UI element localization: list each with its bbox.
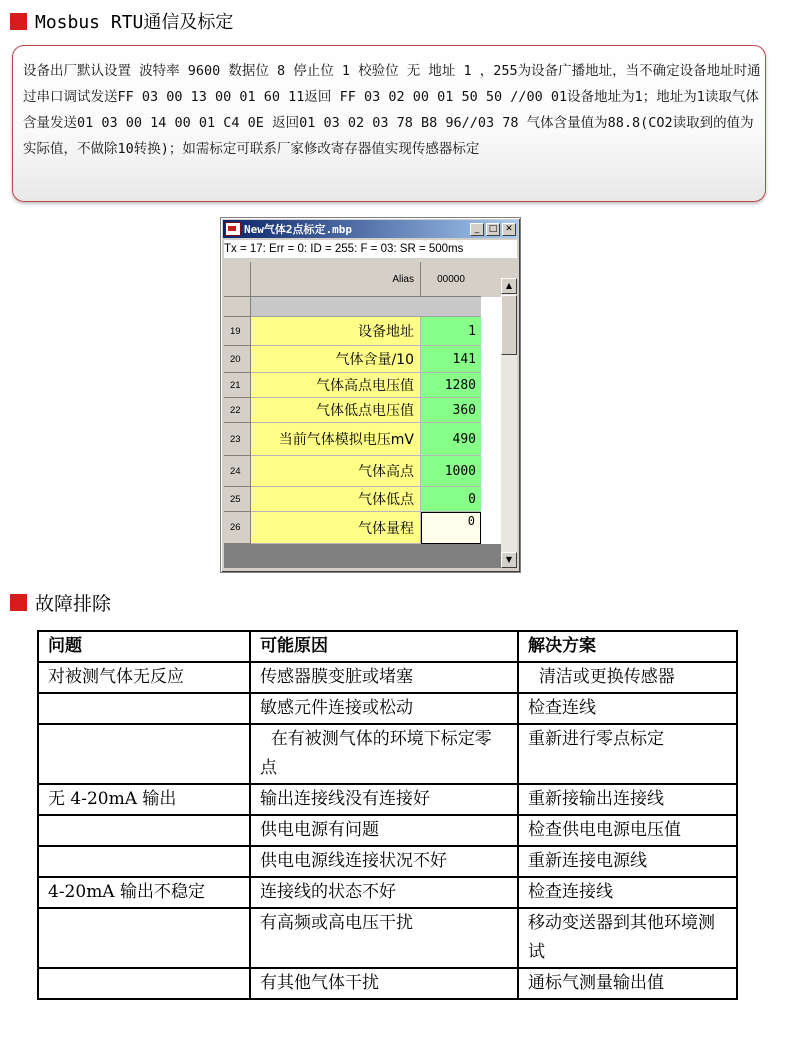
register-label[interactable]: 当前气体模拟电压mV — [251, 423, 421, 456]
column-header[interactable]: 00000 — [421, 262, 481, 297]
register-value[interactable]: 141 — [421, 346, 481, 373]
register-value[interactable]: 0 — [421, 487, 481, 512]
cell-problem: 对被测气体无反应 — [38, 662, 250, 693]
troubleshooting-table — [37, 630, 738, 1000]
cell-solution: 通标气测量输出值 — [518, 968, 737, 999]
vertical-scrollbar[interactable] — [501, 278, 517, 568]
grid-blank-row — [224, 297, 501, 317]
scroll-up-arrow-icon[interactable]: ▲ — [501, 278, 517, 294]
info-box — [12, 45, 766, 202]
red-square-marker — [10, 594, 27, 611]
register-value[interactable]: 1000 — [421, 456, 481, 487]
status-line: Tx = 17: Err = 0: ID = 255: F = 03: SR = 500ms — [224, 240, 517, 258]
register-row[interactable] — [224, 512, 501, 544]
register-row[interactable] — [224, 373, 501, 398]
table-row — [38, 846, 737, 877]
maximize-button[interactable]: □ — [486, 223, 500, 236]
minimize-button[interactable]: _ — [470, 223, 484, 236]
register-value[interactable]: 360 — [421, 398, 481, 423]
row-number: 23 — [224, 423, 251, 456]
register-row[interactable] — [224, 487, 501, 512]
modbus-window — [220, 217, 521, 573]
register-label[interactable]: 气体低点 — [251, 487, 421, 512]
cell-problem: 4-20mA 输出不稳定 — [38, 877, 250, 908]
app-icon — [225, 222, 241, 236]
cell-solution: 清洁或更换传感器 — [518, 662, 737, 693]
scroll-down-arrow-icon[interactable]: ▼ — [501, 552, 517, 568]
row-number: 20 — [224, 346, 251, 373]
cell-solution: 检查连接线 — [518, 877, 737, 908]
grid-header-row — [224, 262, 501, 297]
table-row — [38, 693, 737, 724]
row-number: 25 — [224, 487, 251, 512]
register-label[interactable]: 气体低点电压值 — [251, 398, 421, 423]
grid-corner-cell — [224, 262, 251, 297]
header-solution: 解决方案 — [518, 631, 737, 662]
section-title-text: 故障排除 — [35, 592, 112, 615]
table-row — [38, 724, 737, 784]
cell-solution: 检查供电电源电压值 — [518, 815, 737, 846]
window-title: New气体2点标定.mbp — [244, 223, 352, 236]
register-value[interactable]: 1280 — [421, 373, 481, 398]
alias-header[interactable]: Alias — [251, 262, 421, 297]
register-row[interactable] — [224, 398, 501, 423]
cell-problem — [38, 846, 250, 877]
cell-cause: 供电电源有问题 — [250, 815, 518, 846]
cell-cause: 有高频或高电压干扰 — [250, 908, 518, 968]
section-title-troubleshooting — [10, 590, 111, 614]
table-row — [38, 784, 737, 815]
cell-cause: 敏感元件连接或松动 — [250, 693, 518, 724]
cell-solution: 重新进行零点标定 — [518, 724, 737, 784]
close-button[interactable]: ✕ — [502, 223, 516, 236]
register-row[interactable] — [224, 317, 501, 346]
cell-problem — [38, 693, 250, 724]
register-value-editor[interactable]: 0 — [421, 512, 481, 544]
row-number: 22 — [224, 398, 251, 423]
cell-cause: 有其他气体干扰 — [250, 968, 518, 999]
cell-problem — [38, 724, 250, 784]
register-value[interactable]: 490 — [421, 423, 481, 456]
register-value[interactable]: 1 — [421, 317, 481, 346]
info-description: 设备出厂默认设置 波特率 9600 数据位 8 停止位 1 校验位 无 地址 1 ，255为设备广播地址，当不确定设备地址时通过串口调试发送FF 03 00 13 00 01 60 11返回 FF 03 02 00 01 50 50 //00 01设备地址为1；地址为1读取气体含量发送01 03 00 14 00 01 C4 0E 返回01 03 02 03 78 B8 96//03 78 气体含量值为88.8(CO2读取到的值为实际值，不做除10转换)；如需标定可联系厂家修改寄存器值实现传感器标定 — [23, 63, 761, 157]
table-row — [38, 662, 737, 693]
header-cause: 可能原因 — [250, 631, 518, 662]
cell-problem: 无 4-20mA 输出 — [38, 784, 250, 815]
table-row — [38, 815, 737, 846]
section-title-modbus — [10, 9, 233, 33]
register-row[interactable] — [224, 423, 501, 456]
cell-problem — [38, 815, 250, 846]
cell-cause: 传感器膜变脏或堵塞 — [250, 662, 518, 693]
register-label[interactable]: 气体含量/10 — [251, 346, 421, 373]
table-row — [38, 908, 737, 968]
row-number: 19 — [224, 317, 251, 346]
section-title-text: Mosbus RTU通信及标定 — [35, 12, 234, 33]
register-grid — [224, 262, 501, 568]
cell-solution: 重新接输出连接线 — [518, 784, 737, 815]
table-row — [38, 968, 737, 999]
header-problem: 问题 — [38, 631, 250, 662]
cell-cause: 在有被测气体的环境下标定零点 — [250, 724, 518, 784]
register-label[interactable]: 气体高点电压值 — [251, 373, 421, 398]
row-number: 26 — [224, 512, 251, 544]
scroll-thumb[interactable] — [501, 295, 517, 355]
cell-cause: 输出连接线没有连接好 — [250, 784, 518, 815]
register-row[interactable] — [224, 456, 501, 487]
cell-problem — [38, 968, 250, 999]
cell-cause: 供电电源线连接状况不好 — [250, 846, 518, 877]
cell-cause: 连接线的状态不好 — [250, 877, 518, 908]
register-label[interactable]: 气体量程 — [251, 512, 421, 544]
red-square-marker — [10, 13, 27, 30]
row-number: 24 — [224, 456, 251, 487]
register-row[interactable] — [224, 346, 501, 373]
table-row — [38, 877, 737, 908]
register-label[interactable]: 气体高点 — [251, 456, 421, 487]
window-titlebar[interactable] — [223, 220, 518, 238]
register-label[interactable]: 设备地址 — [251, 317, 421, 346]
cell-problem — [38, 908, 250, 968]
cell-solution: 重新连接电源线 — [518, 846, 737, 877]
table-header-row — [38, 631, 737, 662]
cell-solution: 移动变送器到其他环境测试 — [518, 908, 737, 968]
cell-solution: 检查连线 — [518, 693, 737, 724]
row-number: 21 — [224, 373, 251, 398]
